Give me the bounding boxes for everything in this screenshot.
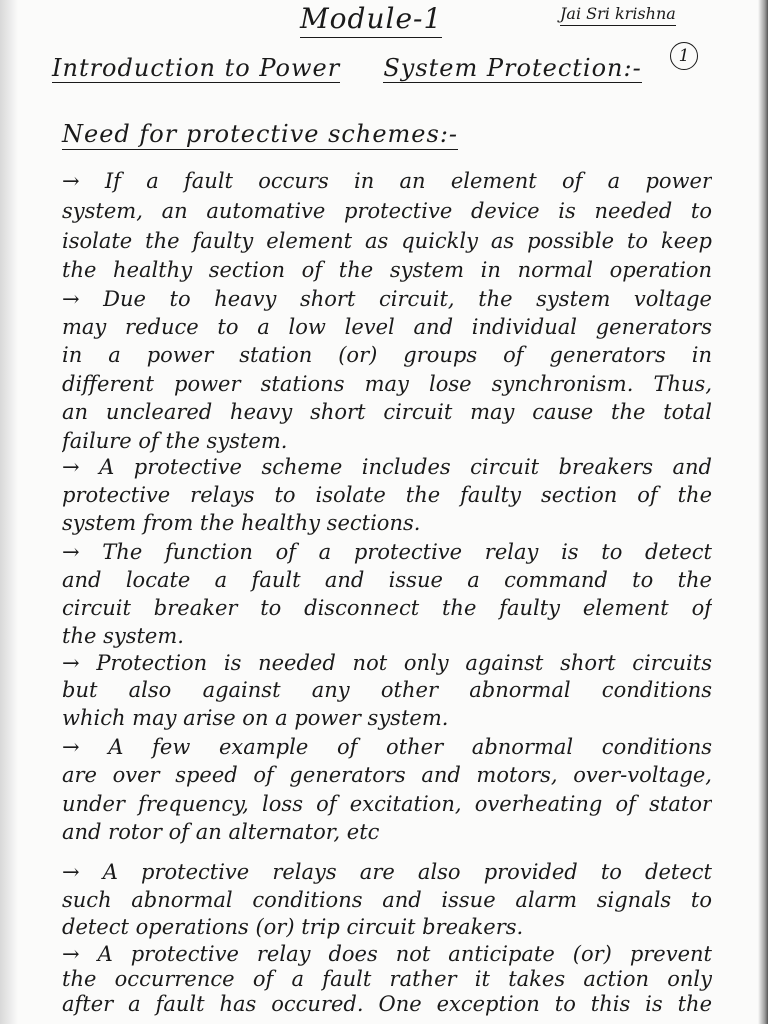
text-line: the occurrence of a fault rather it takes action only <box>62 967 712 991</box>
text-line: → A protective relay does not anticipate (or) prevent <box>62 942 712 966</box>
page-number: 1 <box>670 42 698 70</box>
author-name: Jai Sri krishna <box>560 4 676 26</box>
page-title: Module-1 <box>300 2 442 38</box>
text-line: may reduce to a low level and individual generators <box>62 315 712 339</box>
text-line: → A protective scheme includes circuit breakers and <box>62 455 712 479</box>
text-line: → The function of a protective relay is to detect <box>62 540 712 564</box>
text-line: → A protective relays are also provided to detect <box>62 860 712 884</box>
section-title-part2: System Protection:- <box>383 54 642 82</box>
text-line: the system. <box>62 624 184 648</box>
text-line: system, an automative protective device is needed to <box>62 199 712 223</box>
text-line: in a power station (or) groups of generators in <box>62 343 712 367</box>
text-line: which may arise on a power system. <box>62 706 449 730</box>
text-line: but also against any other abnormal conditions <box>62 678 712 702</box>
text-line: such abnormal conditions and issue alarm signals to <box>62 888 712 912</box>
section-title <box>52 54 642 82</box>
page-edge <box>758 0 768 1024</box>
section-heading: Need for protective schemes:- <box>62 120 459 148</box>
text-line: and rotor of an alternator, etc <box>62 820 380 844</box>
text-line: → If a fault occurs in an element of a power <box>62 169 712 193</box>
text-line: system from the healthy sections. <box>62 511 421 535</box>
text-line: failure of the system. <box>62 429 288 453</box>
text-line: circuit breaker to disconnect the faulty element of <box>62 596 712 620</box>
text-line: isolate the faulty element as quickly as possible to keep <box>62 229 712 253</box>
text-line: the healthy section of the system in normal operation <box>62 258 712 282</box>
page-shadow <box>0 0 18 1024</box>
text-line: are over speed of generators and motors, over-voltage, <box>62 763 712 787</box>
section-title-part1: Introduction to Power <box>52 54 341 82</box>
text-line: and locate a fault and issue a command to the <box>62 568 712 592</box>
text-line: → A few example of other abnormal conditions <box>62 735 712 759</box>
text-line: after a fault has occured. One exception to this is the <box>62 992 712 1016</box>
text-line: protective relays to isolate the faulty section of the <box>62 483 712 507</box>
text-line: detect operations (or) trip circuit breakers. <box>62 915 524 939</box>
text-line: under frequency, loss of excitation, overheating of stator <box>62 792 712 816</box>
text-line: → Protection is needed not only against short circuits <box>62 651 712 675</box>
text-line: different power stations may lose synchronism. Thus, <box>62 372 712 396</box>
text-line: an uncleared heavy short circuit may cause the total <box>62 400 712 424</box>
text-line: → Due to heavy short circuit, the system voltage <box>62 287 712 311</box>
